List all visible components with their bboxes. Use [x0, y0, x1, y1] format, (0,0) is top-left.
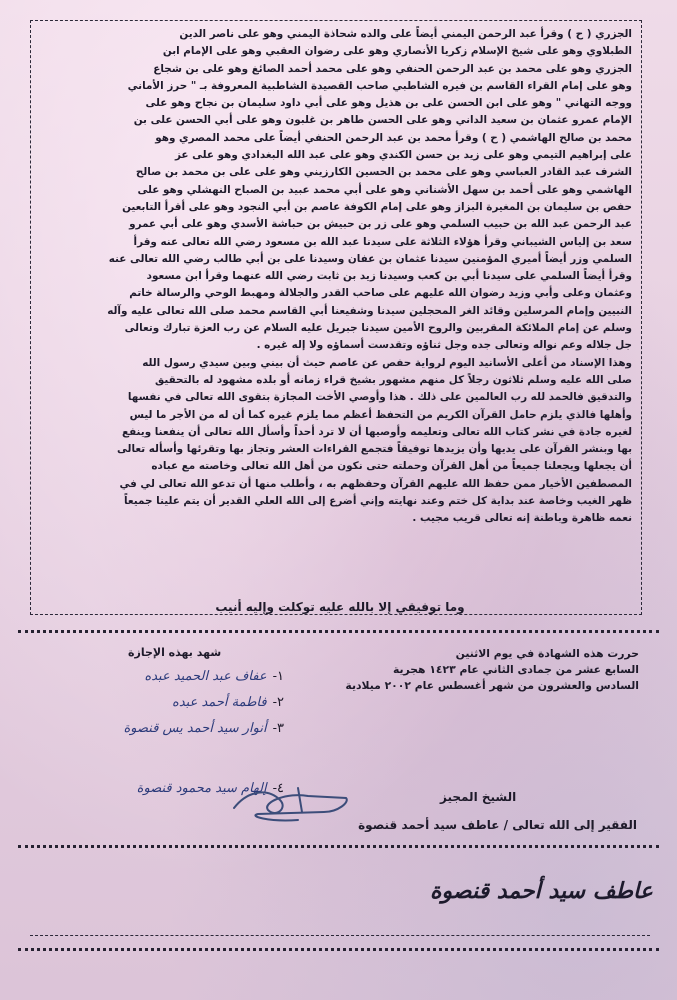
- body-line: صلى الله عليه وسلم ثلاثون رجلاً كل منهم مشهور بشيخ قراء زمانه أو بلده مشهود له بالتحقيق: [154, 373, 632, 386]
- witness-name: أنوار سيد أحمد يس قنصوة: [123, 721, 267, 736]
- witness-name: فاطمة أحمد عبده: [172, 695, 267, 710]
- body-line: المصطفين الأخيار ممن حفظ الله عليهم القرآن وحفظهم به ، وأطلب منها أن تدعو الله تعالى لي في: [119, 477, 632, 490]
- witnesses-title: شهد بهذه الإجازة: [128, 646, 222, 659]
- witness-name: إلهام سيد محمود قنصوة: [136, 781, 267, 796]
- body-line: ظهر الغيب وخاصة عند بداية كل ختم وعند نهايته وإني أضرع إلى الله العلي القدير أن يتم علينا جميعاً: [124, 495, 632, 508]
- body-line: الجزري وهو على محمد بن عبد الرحمن الحنفي وهو على محمد أحمد الصائغ وهو على بن شجاع: [153, 62, 632, 75]
- date-block: [279, 646, 639, 694]
- handwritten-signature: عاطف سيد أحمد قنصوة: [430, 878, 653, 904]
- witness-entry: [14, 690, 284, 716]
- body-line: وسلم عن إمام الملائكة المقربين والروح الأمين سيدنا جبريل عليه السلام عن رب العزة تبارك وتعالى: [124, 322, 632, 335]
- date-line: حررت هذه الشهادة في يوم الاثنين: [455, 647, 639, 660]
- body-line: حفص بن سليمان بن المغيرة البزاز وهو على إمام الكوفة عاصم بن أبي النجود وهو على أقرأ التابعين: [122, 200, 632, 213]
- body-line: الجزري ( ح ) وقرأ عبد الرحمن اليمني أيضاً على والده شحاذة اليمني وهو على ناصر الدين: [179, 28, 632, 40]
- body-line: وقرأ أيضاً السلمي على سيدنا أبي بن كعب وسيدنا زيد بن ثابت رضي الله عنهما وقرأ ابن مسعود: [146, 270, 632, 283]
- witness-number: ٢-: [272, 695, 284, 710]
- closing-line: وما توفيقي إلا بالله عليه توكلت وإليه أنيب: [215, 600, 465, 614]
- sheikh-name: الفقير إلى الله تعالى / عاطف سيد أحمد قنصوة: [358, 818, 637, 832]
- signature-underline: [30, 935, 650, 936]
- body-line: جل جلاله وعم نواله وتعالى جده وجل ثناؤه وتقدست أسماؤه ولا إله غيره .: [256, 339, 632, 352]
- body-line: سعد بن إلياس الشيباني وقرأ هؤلاء الثلاثة على سيدنا عبد الله بن مسعود رضي الله تعالى عنه وقرأ: [133, 235, 632, 248]
- witness-name: عفاف عبد الحميد عبده: [144, 669, 267, 684]
- body-line: الطبلاوي وهو على شيخ الإسلام زكريا الأنصاري وهو على رضوان العقبي وهو على الإمام ابن: [162, 45, 632, 58]
- dotted-separator: [18, 630, 659, 633]
- witness-number: ٤-: [272, 781, 284, 796]
- sheikh-title: الشيخ المجيز: [440, 790, 517, 804]
- dotted-separator: [18, 948, 659, 951]
- body-line: على إبراهيم التيمي وهو على زيد بن حسن الكندي وهو على عبد الله البغدادي وهو على عز: [174, 149, 632, 162]
- body-line: وعثمان وعلى وأبي وزيد رضوان الله عليهم على صاحب القدر والجلالة ومهبط الوحي والرسالة خاتم: [129, 287, 632, 300]
- date-line: السابع عشر من جمادى الثاني عام ١٤٢٣ هجرية: [392, 663, 639, 676]
- body-line: النبيين وإمام المرسلين وقائد الغر المحجلين سيدنا وشفيعنا أبي القاسم محمد صلى الله تعالى عليه وآله: [107, 304, 632, 317]
- date-line: السادس والعشرون من شهر أغسطس عام ٢٠٠٢ ميلادية: [345, 679, 639, 692]
- body-line: وأهلها فالذي يلزم حامل القرآن الكريم من التحفظ أعظم مما يلزم غيره كما أن له من الأجر ما ليس: [129, 408, 632, 421]
- body-line: الشرف عبد القادر العباسي وهو على محمد بن الحسين الكارزيني وهو على على بن محمد بن صالح: [135, 166, 632, 179]
- body-line: السلمي وزر أيضاً أميري المؤمنين سيدنا عثمان بن عفان وسيدنا على بن أبي طالب رضي الله تعالى عنه: [108, 252, 632, 265]
- body-line: ووجه التهاني " وهو على ابن الحسن على بن هذيل وهو على أبي داود سليمان بن نجاح وهو على: [145, 97, 632, 110]
- body-line: نعمه ظاهرة وباطنة إنه تعالى قريب مجيب .: [412, 512, 632, 525]
- body-line: الإمام عمرو عثمان بن سعيد الداني وهو على الحسن طاهر بن غلبون وهو على أبي الحسن على بن: [133, 114, 632, 127]
- body-line: بها وبنشر القرآن على يديها وأن يزيدها توفيقاً فتجمع القراءات العشر وتجاز بها وتقرئها وأسأله تعالى: [117, 443, 632, 456]
- body-line: الهاشمي وهو على أحمد بن سهل الأشناني وهو على أبي محمد عبيد بن الصباح النهشلي وهو على: [137, 183, 632, 196]
- body-line: وهو على إمام القراء القاسم بن فيره الشاطبي صاحب القصيدة الشاطبية المعروفة بـ " حرز الأماني: [127, 79, 632, 92]
- witness-entry: [14, 716, 284, 742]
- body-line: أن يجعلها ويجعلنا جميعاً من أهل القرآن وحملته حتى نكون من أهل الله تعالى وخاصته مع عباده: [151, 460, 632, 473]
- body-line: والتدقيق فالحمد لله رب العالمين على ذلك . هذا وأوصي الأخت المجازة بتقوى الله تعالى في نفسها: [127, 391, 632, 404]
- body-line: محمد بن صالح الهاشمي ( ح ) وقرأ محمد بن عبد الرحمن الحنفي أيضاً على محمد المصري وهو: [155, 131, 632, 144]
- body-line: لغيره جادة في نشر كتاب الله تعالى وتعليمه وأوصيها أن لا ترد أحداً وأسأل الله تعالى أن ينفعنا وينفع: [121, 425, 632, 438]
- witness-number: ٣-: [272, 721, 284, 736]
- certificate-body-text: [42, 26, 632, 616]
- body-line: وهذا الإسناد من أعلى الأسانيد اليوم لرواية حفص عن عاصم حيث أن بيني وبين سيدي رسول الله: [142, 356, 632, 369]
- sheikh-signature-scribble: [228, 778, 358, 828]
- witness-number: ١-: [272, 669, 284, 684]
- dotted-separator: [18, 845, 659, 848]
- witness-entry: [14, 664, 284, 690]
- body-line: عبد الرحمن عبد الله بن حبيب السلمي وهو على زر بن حبيش بن حباشة الأسدي وهو على أبي عمرو: [129, 218, 632, 231]
